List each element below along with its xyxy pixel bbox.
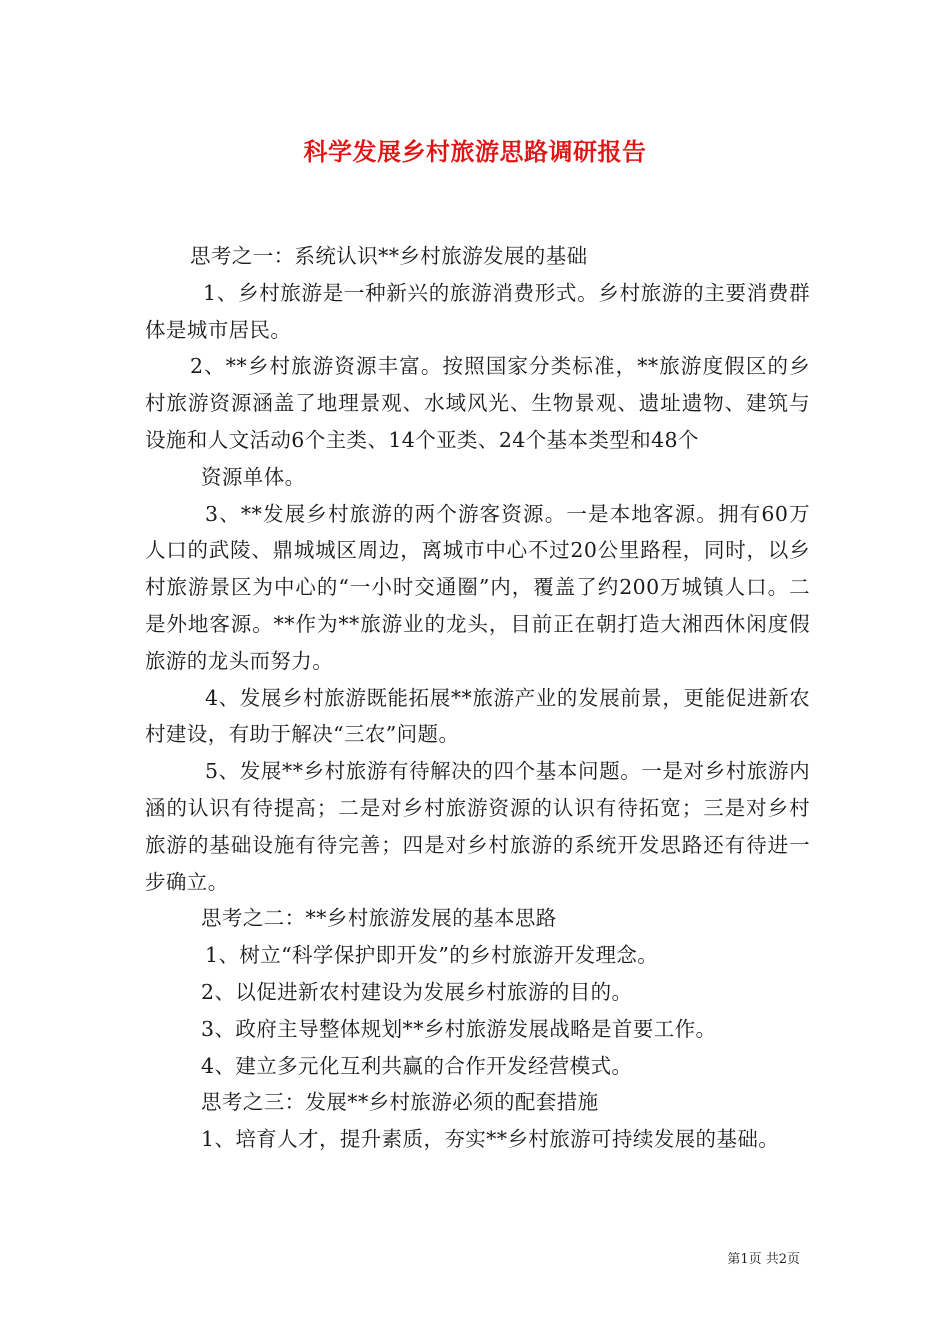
paragraph: 2、**乡村旅游资源丰富。按照国家分类标准，**旅游度假区的乡村旅游资源涵盖了地理景观、水域风光、生物景观、遗址遗物、建筑与设施和人文活动6个主类、14个亚类、24个基本类型和48个 — [145, 354, 810, 452]
paragraph: 5、发展**乡村旅游有待解决的四个基本问题。一是对乡村旅游内涵的认识有待提高；二是对乡村旅游资源的认识有待拓宽；三是对乡村旅游的基础设施有待完善；四是对乡村旅游的系统开发思路还有待进一步确立。 — [145, 759, 810, 894]
paragraph: 资源单体。 — [201, 464, 306, 489]
section-heading-2: 思考之二：**乡村旅游发展的基本思路 — [201, 906, 557, 931]
section-heading-1: 思考之一：系统认识**乡村旅游发展的基础 — [190, 244, 588, 268]
section-heading-3: 思考之三：发展**乡村旅游必须的配套措施 — [201, 1090, 599, 1115]
document-body — [145, 238, 810, 1158]
page-number: 第1页 共2页 — [727, 1252, 800, 1267]
list-item: 2、以促进新农村建设为发展乡村旅游的目的。 — [201, 979, 633, 1004]
paragraph: 3、**发展乡村旅游的两个游客资源。一是本地客源。拥有60万人口的武陵、鼎城城区周边，离城市中心不过20公里路程，同时，以乡村旅游景区为中心的“一小时交通圈”内，覆盖了约200万城镇人口。二是外地客源。**作为**旅游业的龙头，目前正在朝打造大湘西休闲度假旅游的龙头而努力。 — [145, 501, 810, 673]
list-item: 3、政府主导整体规划**乡村旅游发展战略是首要工作。 — [201, 1016, 717, 1041]
list-item: 1、树立“科学保护即开发”的乡村旅游开发理念。 — [205, 943, 659, 968]
paragraph: 1、乡村旅游是一种新兴的旅游消费形式。乡村旅游的主要消费群体是城市居民。 — [145, 280, 810, 342]
list-item: 4、建立多元化互利共赢的合作开发经营模式。 — [201, 1053, 633, 1078]
list-item: 1、培育人才，提升素质，夯实**乡村旅游可持续发展的基础。 — [201, 1127, 780, 1152]
document-title: 科学发展乡村旅游思路调研报告 — [303, 138, 647, 166]
paragraph: 4、发展乡村旅游既能拓展**旅游产业的发展前景，更能促进新农村建设，有助于解决“三农”问题。 — [145, 685, 810, 747]
